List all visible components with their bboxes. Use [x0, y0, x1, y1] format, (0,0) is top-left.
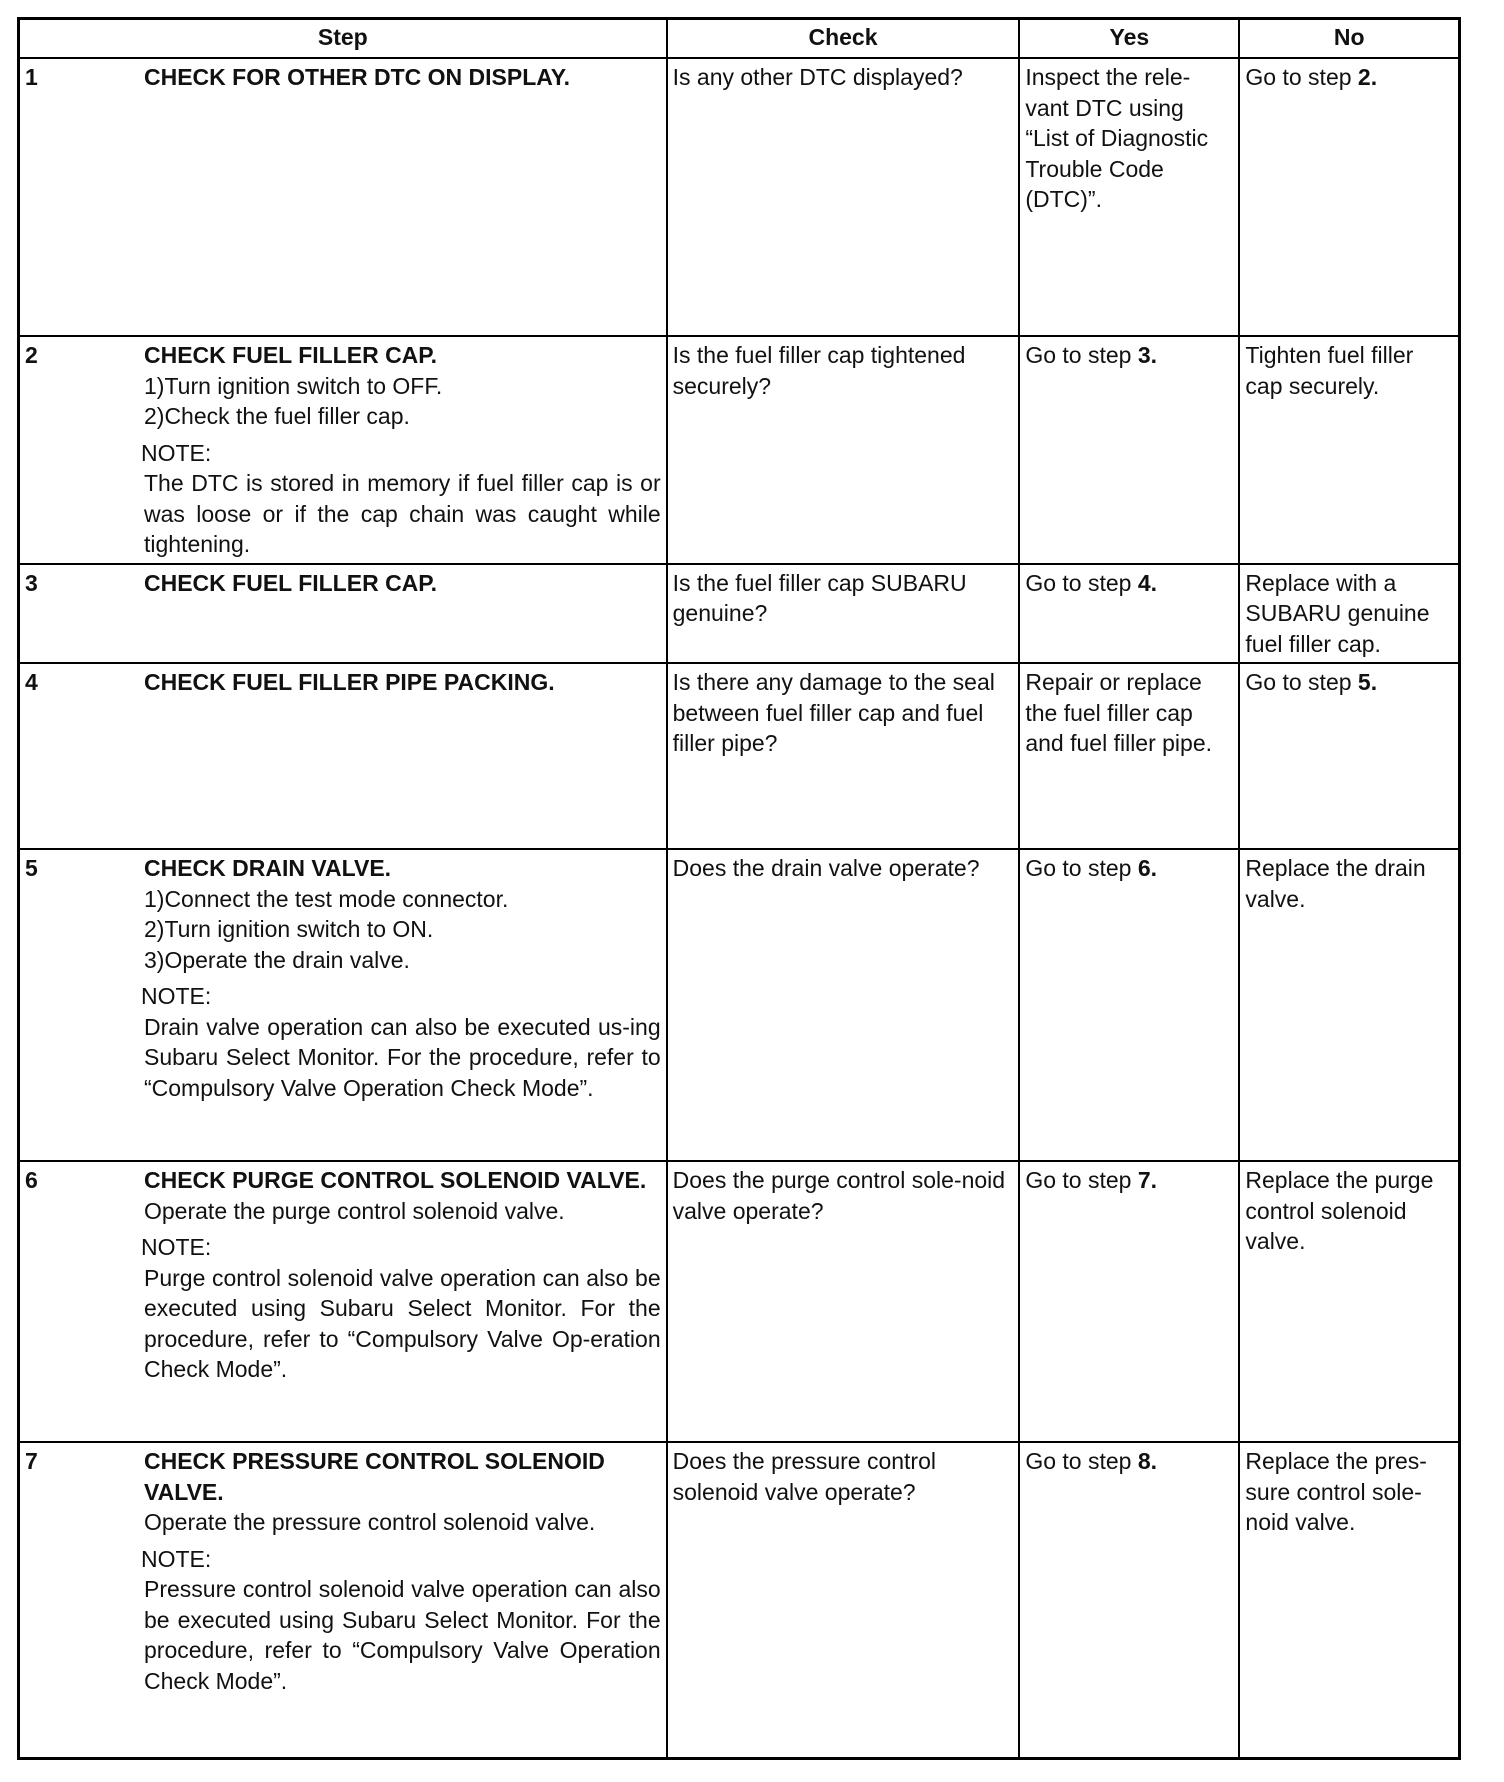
no-text: Replace the drain valve.	[1245, 855, 1426, 912]
table-row	[19, 336, 1460, 564]
no-text: Go to step	[1245, 669, 1358, 695]
yes-cell	[1019, 1442, 1239, 1758]
step-body	[141, 1446, 661, 1696]
note-label: NOTE:	[141, 439, 212, 466]
no-text: Replace the pres-sure control sole-noid valve.	[1245, 1448, 1427, 1535]
yes-text: Go to step	[1025, 1167, 1138, 1193]
step-title: CHECK FUEL FILLER CAP.	[144, 342, 438, 368]
step-reference: 4.	[1137, 569, 1158, 596]
step-cell	[19, 849, 667, 1161]
no-cell	[1239, 663, 1459, 849]
table-row	[19, 663, 1460, 849]
step-reference: 7.	[1137, 1167, 1158, 1193]
step-instruction: 1)Turn ignition switch to OFF.	[144, 372, 443, 399]
check-cell: Is any other DTC displayed?	[667, 58, 1020, 336]
yes-text: Go to step	[1025, 342, 1138, 368]
step-instruction: 3)Operate the drain valve.	[144, 946, 410, 973]
header-yes: Yes	[1019, 19, 1239, 59]
yes-cell	[1019, 58, 1239, 336]
yes-cell	[1019, 564, 1239, 664]
yes-text: Go to step	[1025, 855, 1138, 881]
step-title: CHECK PURGE CONTROL SOLENOID VALVE.	[144, 1167, 647, 1193]
step-title: CHECK DRAIN VALVE.	[144, 855, 392, 881]
note-text: Drain valve operation can also be executed us-ing Subaru Select Monitor. For the procedure, refer to “Compulsory Valve Operation Check Mode”.	[144, 1013, 661, 1101]
step-body	[144, 62, 661, 93]
step-title: CHECK FOR OTHER DTC ON DISPLAY.	[144, 64, 570, 90]
check-cell: Does the pressure control solenoid valve operate?	[667, 1442, 1020, 1758]
yes-text: Go to step	[1025, 569, 1138, 596]
step-body	[141, 853, 661, 1103]
step-title: CHECK FUEL FILLER CAP.	[144, 569, 438, 596]
step-reference: 3.	[1137, 342, 1158, 368]
step-reference: 6.	[1137, 855, 1158, 881]
note-text: The DTC is stored in memory if fuel filler cap is or was loose or if the cap chain was caught while tightening.	[144, 470, 661, 557]
no-cell	[1239, 58, 1459, 336]
no-text: Replace with a SUBARU genuine fuel filler cap.	[1245, 569, 1430, 657]
note-label: NOTE:	[141, 983, 212, 1009]
step-instruction: 1)Connect the test mode connector.	[144, 885, 509, 912]
step-body	[141, 1165, 661, 1385]
table-body	[19, 58, 1460, 1758]
step-body	[144, 667, 661, 698]
step-body	[141, 340, 661, 560]
check-cell: Does the purge control sole-noid valve operate?	[667, 1161, 1020, 1442]
step-title: CHECK FUEL FILLER PIPE PACKING.	[144, 669, 555, 695]
no-cell	[1239, 1161, 1459, 1442]
no-text: Tighten fuel filler cap securely.	[1245, 342, 1414, 399]
yes-cell	[1019, 1161, 1239, 1442]
diagnostic-procedure-table	[17, 17, 1461, 1760]
table-row	[19, 1161, 1460, 1442]
step-number: 1	[25, 64, 38, 90]
step-cell	[19, 58, 667, 336]
step-reference: 8.	[1137, 1448, 1158, 1474]
table-row	[19, 849, 1460, 1161]
note-text: Pressure control solenoid valve operation can also be executed using Subaru Select Monitor. For the procedure, refer to “Compulsory Valve Operation Check Mode”.	[144, 1576, 661, 1694]
yes-text: Inspect the rele-vant DTC using “List of Diagnostic Trouble Code (DTC)”.	[1025, 64, 1209, 212]
step-cell	[19, 336, 667, 564]
no-text: Go to step	[1245, 64, 1358, 90]
step-cell	[19, 564, 667, 664]
check-cell: Is there any damage to the seal between fuel filler cap and fuel filler pipe?	[667, 663, 1020, 849]
no-cell	[1239, 1442, 1459, 1758]
header-no: No	[1239, 19, 1459, 59]
note-text: Purge control solenoid valve operation can also be executed using Subaru Select Monitor. For the procedure, refer to “Compulsory Valve Op-eration Check Mode”.	[144, 1264, 661, 1382]
check-cell: Is the fuel filler cap SUBARU genuine?	[667, 564, 1020, 664]
step-cell	[19, 663, 667, 849]
yes-text: Go to step	[1025, 1448, 1138, 1474]
step-cell	[19, 1442, 667, 1758]
step-number: 2	[25, 342, 38, 368]
yes-text: Repair or replace the fuel filler cap and fuel filler pipe.	[1025, 669, 1213, 756]
no-cell	[1239, 849, 1459, 1161]
yes-cell	[1019, 849, 1239, 1161]
no-text: Replace the purge control solenoid valve.	[1245, 1167, 1434, 1254]
no-cell	[1239, 564, 1459, 664]
header-step: Step	[19, 19, 667, 59]
step-number: 7	[25, 1448, 38, 1474]
step-body	[144, 568, 661, 599]
table-row	[19, 58, 1460, 336]
yes-cell	[1019, 336, 1239, 564]
no-cell	[1239, 336, 1459, 564]
step-instruction: Operate the purge control solenoid valve.	[144, 1197, 565, 1224]
step-cell	[19, 1161, 667, 1442]
step-instruction: Operate the pressure control solenoid valve.	[144, 1509, 596, 1535]
note-label: NOTE:	[141, 1545, 212, 1572]
table-header-row	[19, 19, 1460, 59]
step-number: 4	[25, 669, 38, 695]
header-check: Check	[667, 19, 1020, 59]
step-instruction: 2)Turn ignition switch to ON.	[144, 916, 434, 942]
step-reference: 2.	[1357, 64, 1378, 90]
note-label: NOTE:	[141, 1234, 212, 1260]
check-cell: Does the drain valve operate?	[667, 849, 1020, 1161]
step-number: 5	[25, 855, 38, 881]
table-row	[19, 1442, 1460, 1758]
step-reference: 5.	[1357, 669, 1378, 695]
step-instruction: 2)Check the fuel filler cap.	[144, 403, 410, 429]
step-number: 3	[25, 569, 38, 596]
table-row	[19, 564, 1460, 664]
yes-cell	[1019, 663, 1239, 849]
step-number: 6	[25, 1167, 38, 1193]
step-title: CHECK PRESSURE CONTROL SOLENOID VALVE.	[144, 1448, 605, 1505]
check-cell: Is the fuel filler cap tightened securely?	[667, 336, 1020, 564]
